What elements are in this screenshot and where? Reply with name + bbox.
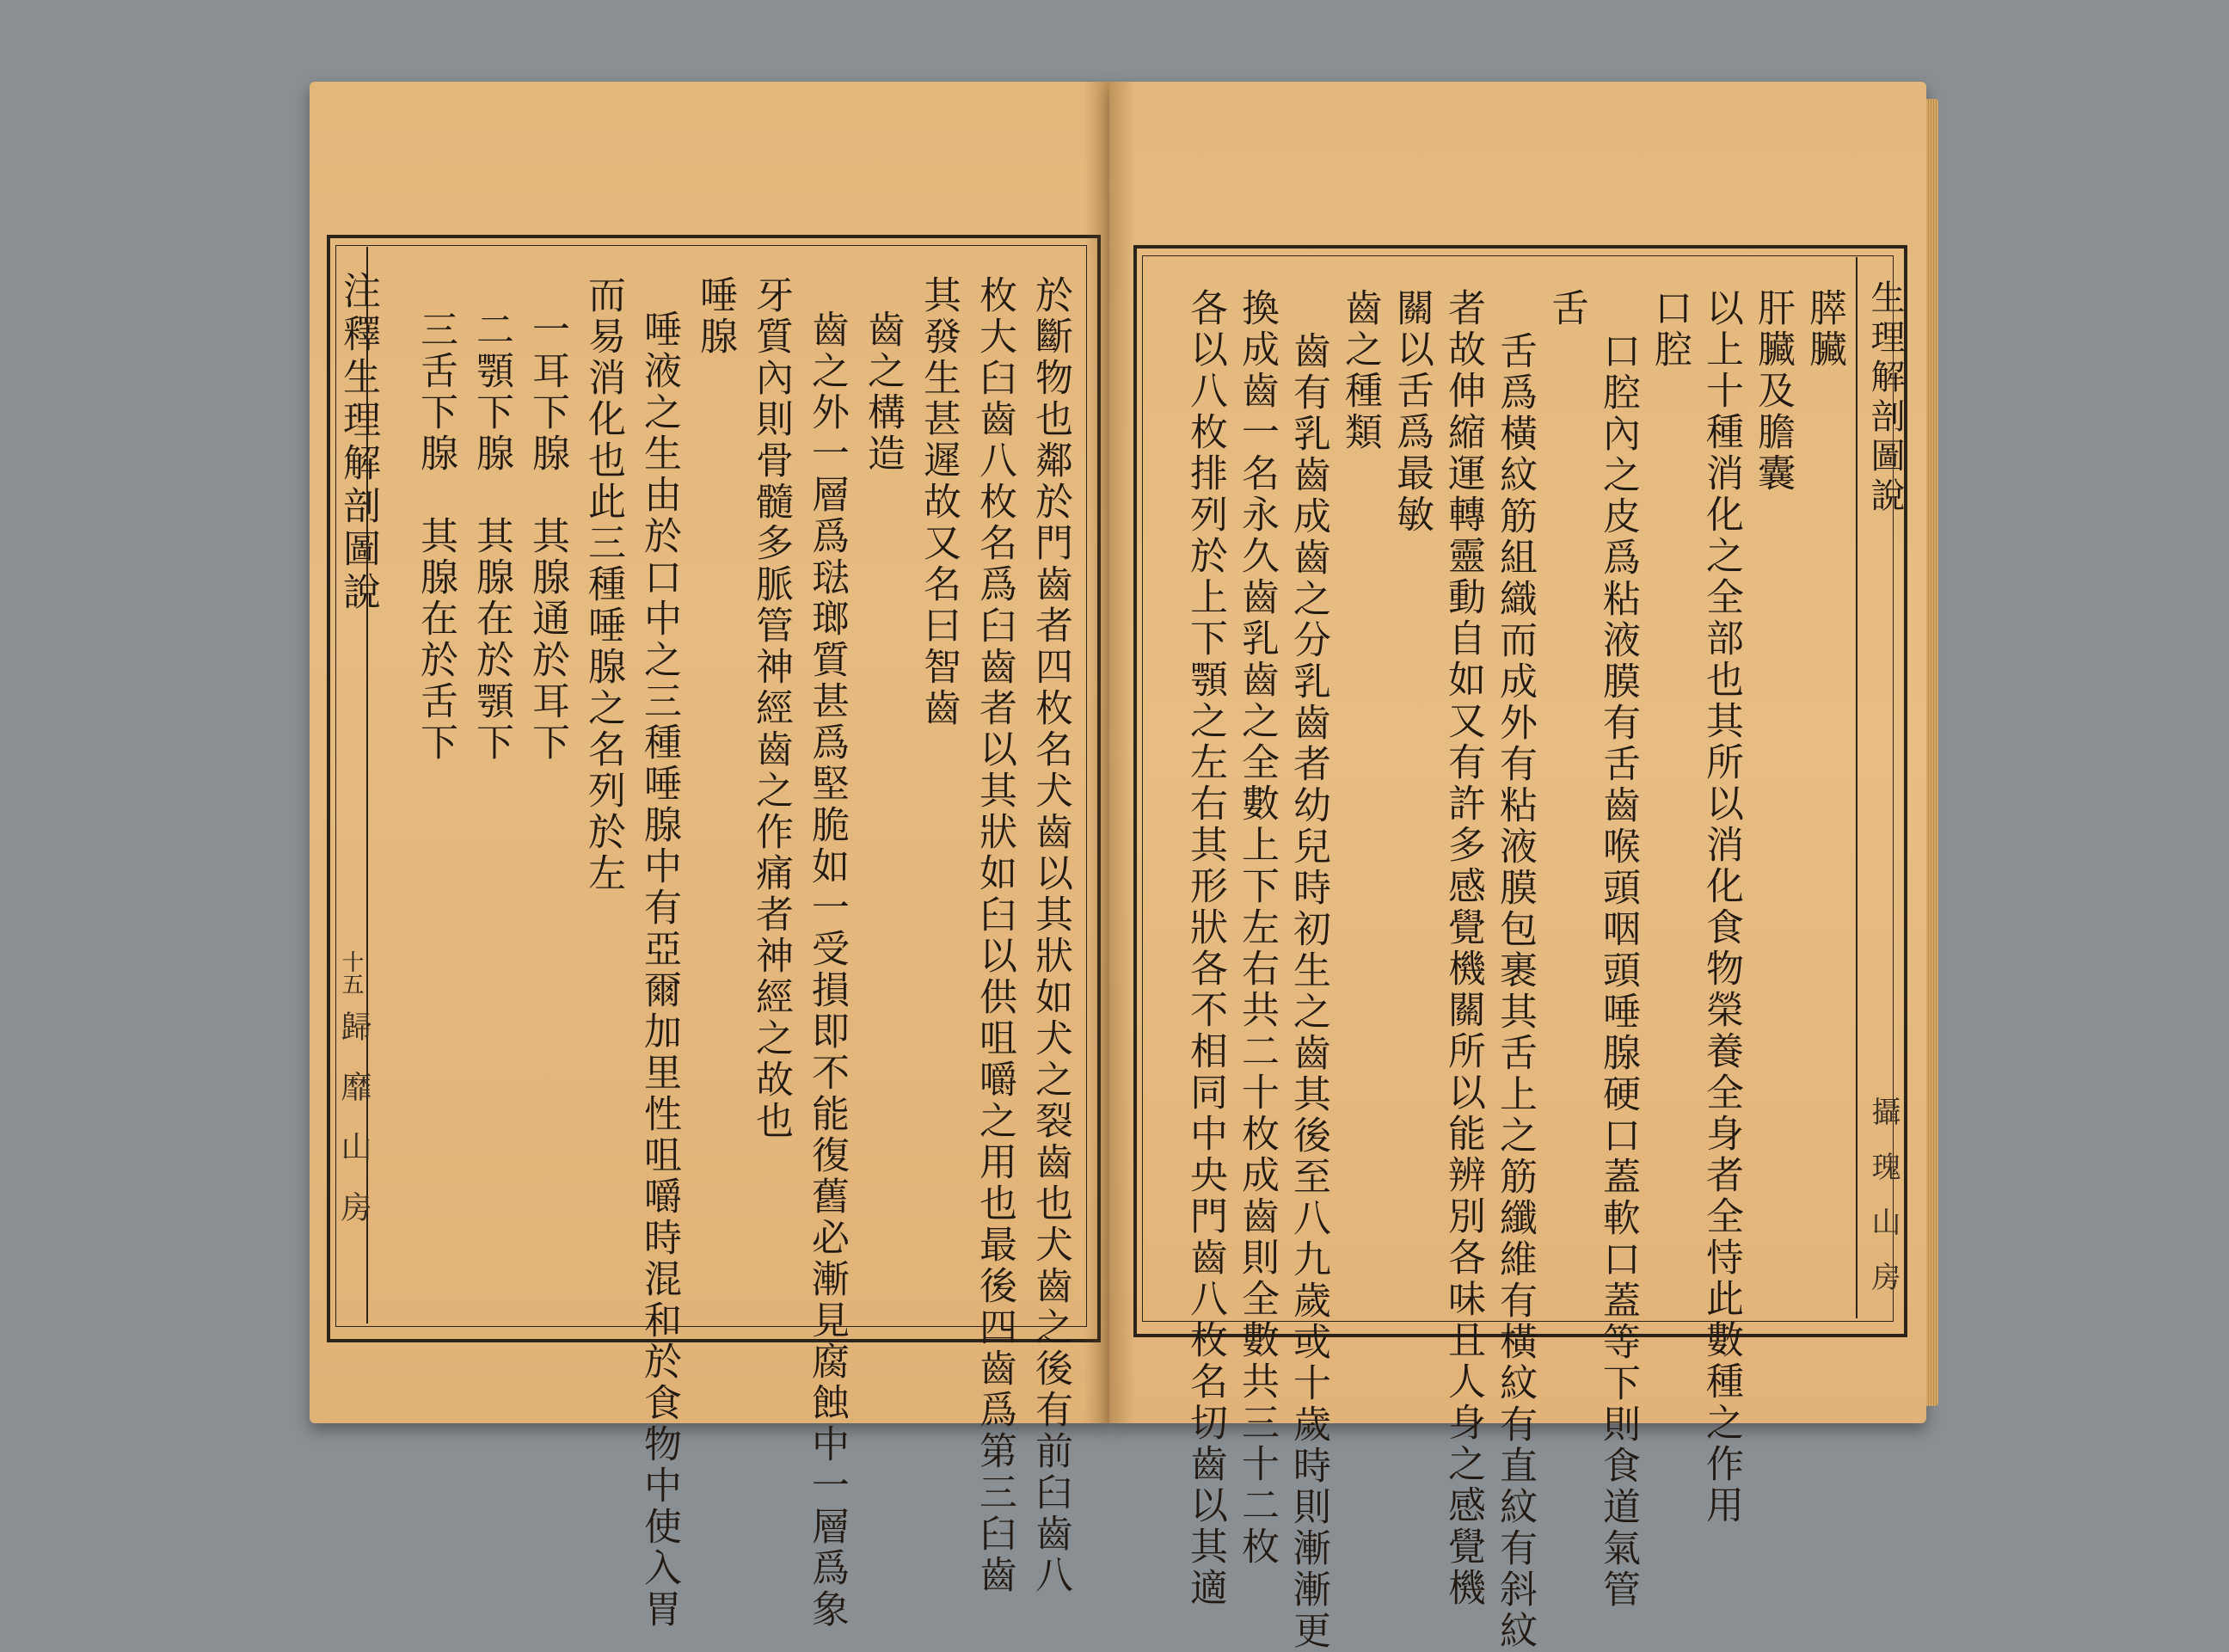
right-text-block [1161, 288, 1849, 1652]
section-heading: 膵臟 [1802, 288, 1846, 371]
section-heading: 齒之種類 [1338, 288, 1382, 453]
page-edges [1926, 99, 1938, 1406]
section-heading: 唾腺 [693, 275, 737, 358]
open-book [310, 82, 1935, 1652]
text-column: 其發生甚遲故又名曰智齒 [917, 275, 961, 729]
list-item: 三舌下腺 其腺在於舌下 [414, 310, 457, 764]
book-title: 生理解剖圖說 [1865, 279, 1905, 517]
text-column: 齒之外一層爲琺瑯質甚爲堅脆如一受損即不能復舊必漸見腐蝕中一層爲象 [805, 310, 849, 1631]
book-gutter [1084, 82, 1135, 1423]
text-column: 以上十種消化之全部也其所以消化食物榮養全身者全恃此數種之作用 [1699, 288, 1743, 1526]
page-number: 十五 [338, 950, 364, 995]
left-text-block [378, 275, 1075, 1631]
list-item: 二顎下腺 其腺在於顎下 [470, 310, 513, 764]
section-heading: 肝臟及膽囊 [1751, 288, 1795, 494]
section-heading: 口腔 [1648, 288, 1692, 371]
text-column: 牙質內則骨髓多脈管神經齒之作痛者神經之故也 [749, 275, 793, 1142]
right-margin-rule [1856, 257, 1858, 1318]
text-column: 齒有乳齒成齒之分乳齒者幼兒時初生之齒其後至八九歲或十歲時則漸漸更 [1286, 331, 1330, 1652]
text-column: 枚大臼齒八枚名爲臼齒者以其狀如臼以供咀嚼之用也最後四齒爲第三臼齒 [973, 275, 1016, 1596]
text-column: 關以舌爲最敏 [1390, 288, 1434, 536]
text-column: 各以八枚排列於上下顎之左右其形狀各不相同中央門齒八枚名切齒以其適 [1183, 288, 1227, 1609]
section-heading: 齒之構造 [861, 310, 905, 475]
text-column: 唾液之生由於口中之三種唾腺中有亞爾加里性咀嚼時混和於食物中使入胃 [637, 310, 681, 1631]
book-title: 注釋生理解剖圖說 [336, 271, 380, 615]
text-column: 換成齒一名永久齒乳齒之全數上下左右共二十枚成齒則全數共三十二枚 [1235, 288, 1279, 1568]
section-heading: 舌 [1544, 288, 1588, 329]
publisher-mark: 歸靡山房 [336, 1010, 372, 1251]
text-column: 者故伸縮運轉靈動自如又有許多感覺機關所以能辨別各味且人身之感覺機 [1441, 288, 1485, 1609]
list-item: 一耳下腺 其腺通於耳下 [525, 310, 569, 764]
right-page [1109, 82, 1926, 1652]
publisher-mark: 攝瑰山房 [1866, 1096, 1900, 1317]
text-column: 於斷物也鄰於門齒者四枚名犬齒以其狀如犬之裂齒也犬齒之後有前臼齒八 [1029, 275, 1072, 1596]
text-column: 口腔內之皮爲粘液膜有舌齒喉頭咽頭唾腺硬口蓋軟口蓋等下則食道氣管 [1596, 331, 1640, 1611]
text-column: 而易消化也此三種唾腺之名列於左 [581, 275, 625, 894]
left-page [310, 82, 1109, 1631]
text-column: 舌爲橫紋筋組織而成外有粘液膜包裹其舌上之筋纖維有橫紋有直紋有斜紋 [1493, 331, 1537, 1652]
